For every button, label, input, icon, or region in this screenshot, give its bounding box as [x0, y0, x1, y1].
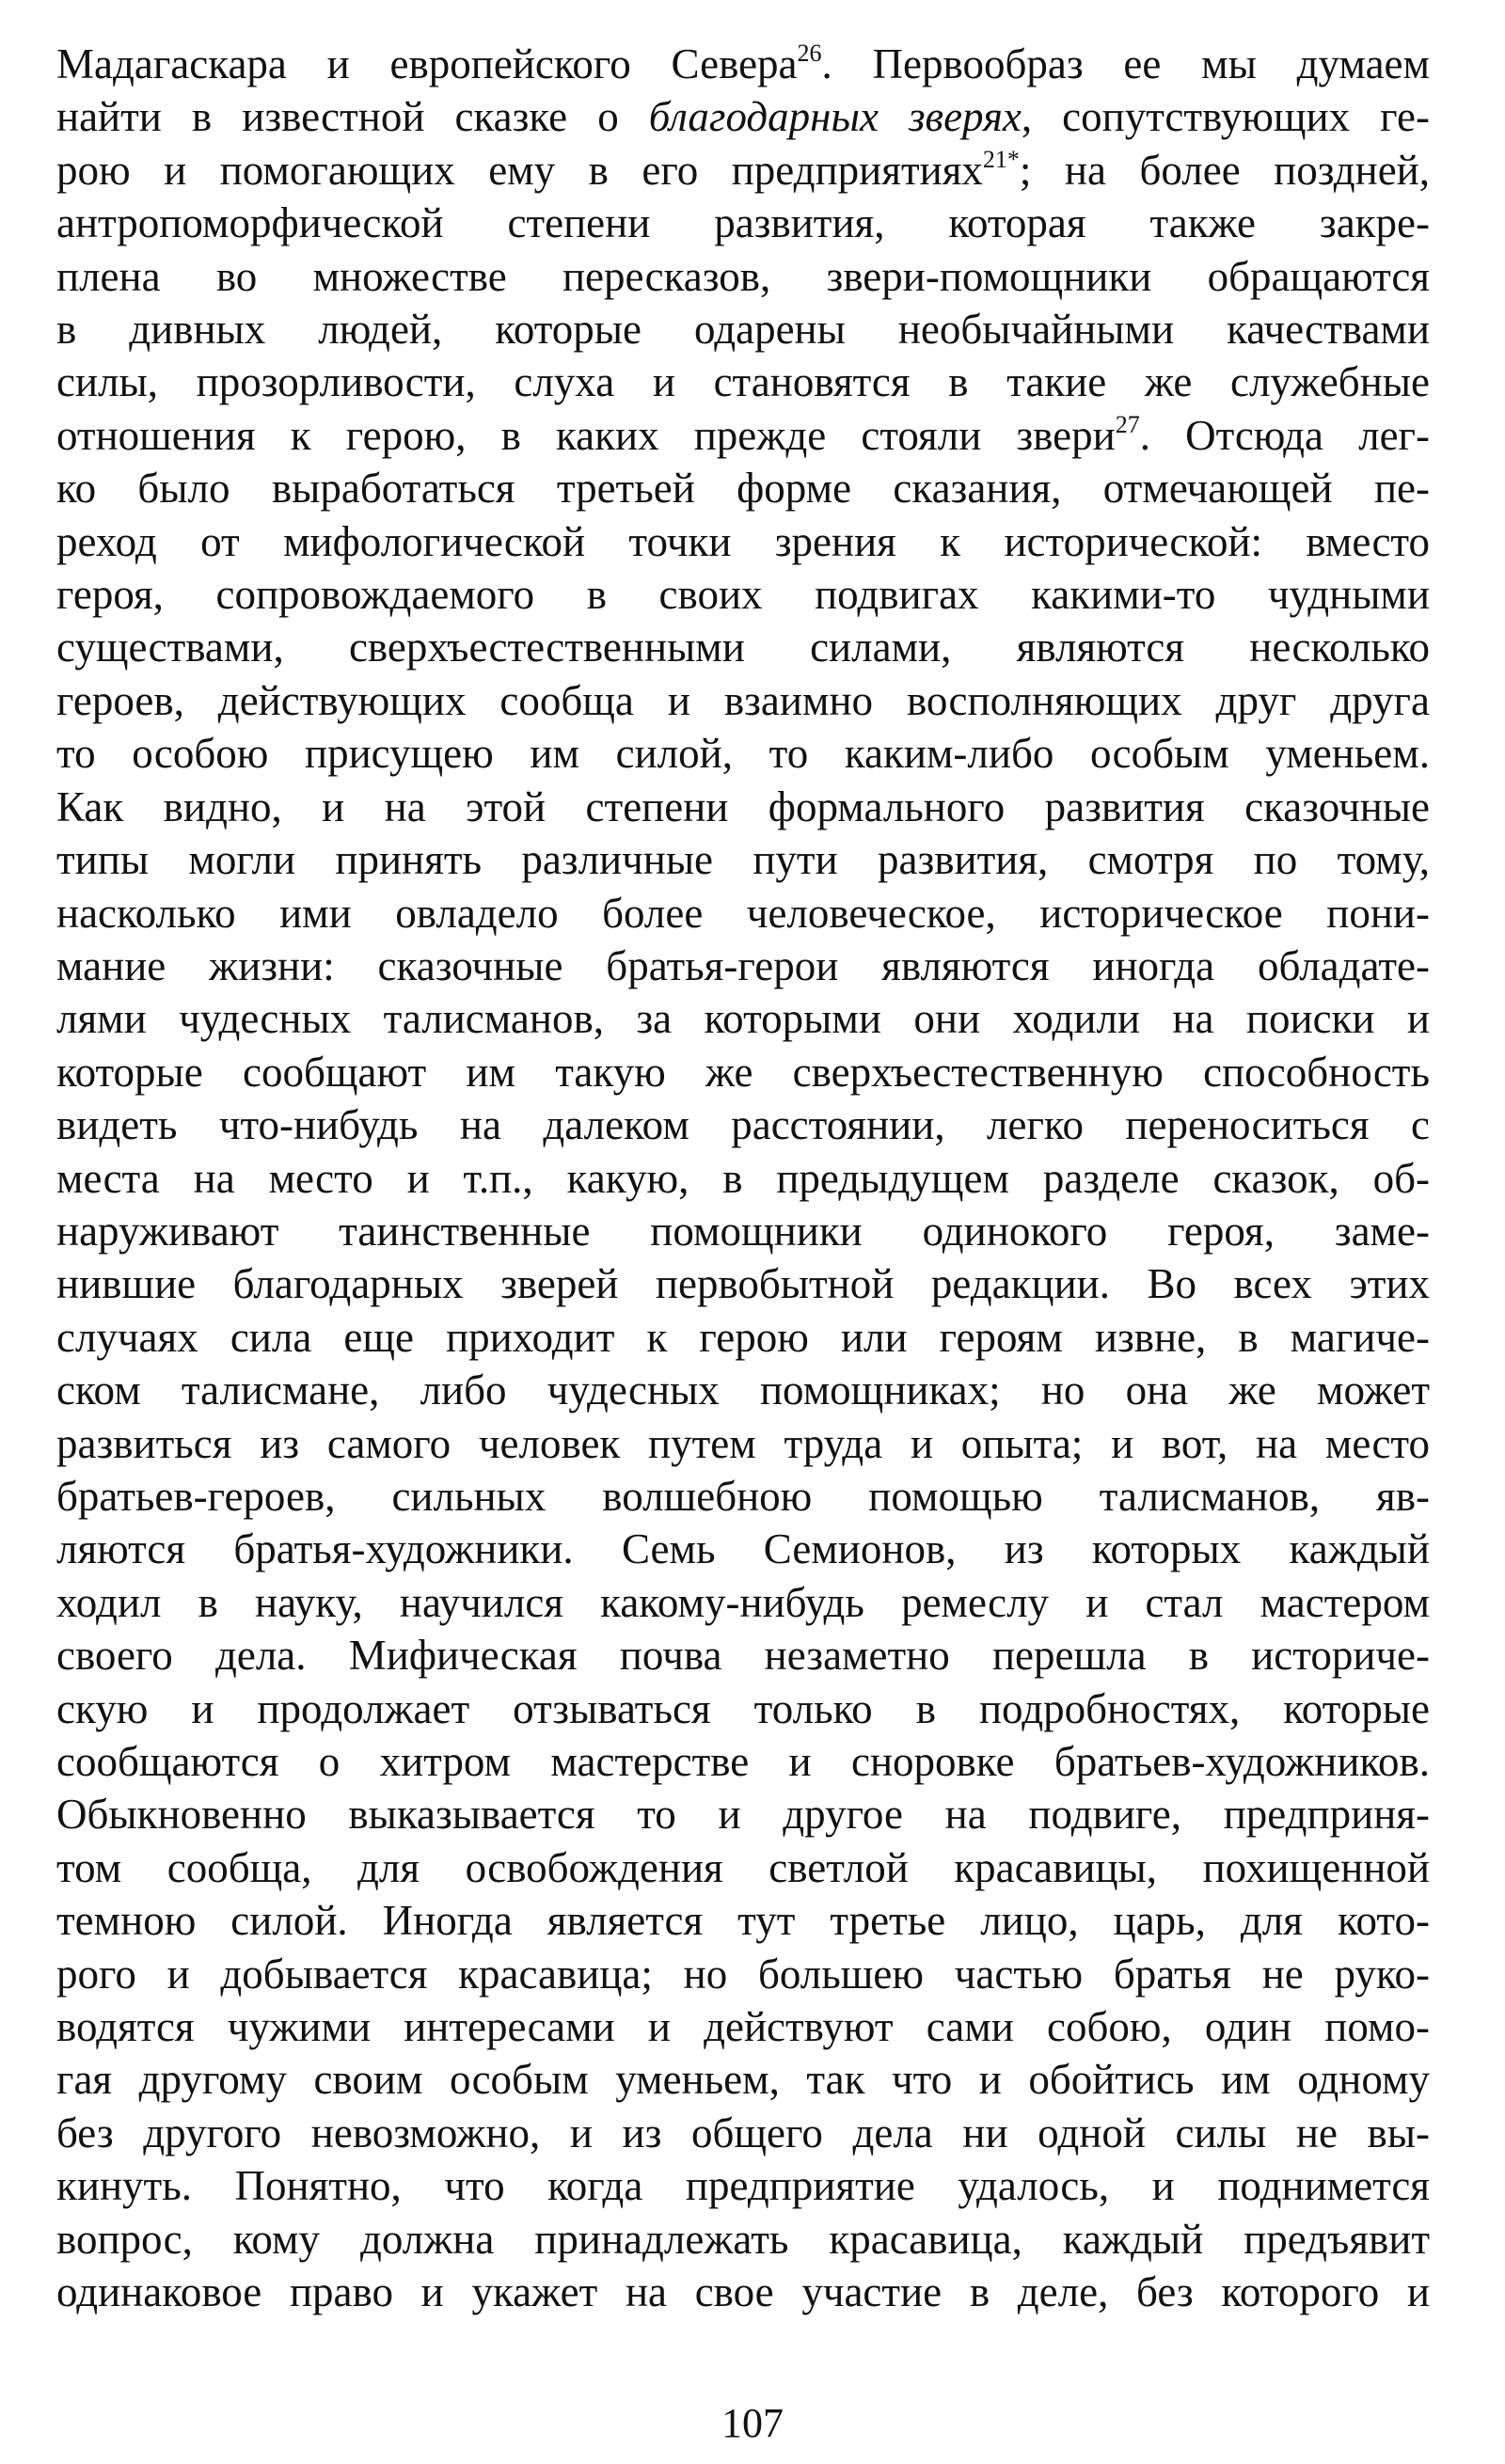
line-text: без другого невозможно, и из общего дела ни одной силы не вы- [56, 2109, 1430, 2156]
text-line [56, 1364, 1430, 1416]
text-line [56, 2053, 1430, 2106]
line-text: реход от мифологической точки зрения к исторической: вместо [56, 517, 1430, 565]
footnote-mark: 21* [982, 145, 1020, 173]
line-text: гая другому своим особым уменьем, так что и обойтись им одному [56, 2056, 1430, 2104]
line-text: своего дела. Мифическая почва незаметно перешла в историче- [56, 1632, 1430, 1680]
line-text: антропоморфической степени развития, которая также закре- [56, 199, 1430, 247]
text-line [56, 1788, 1430, 1840]
line-text: в дивных людей, которые одарены необычайными качествами [56, 306, 1430, 354]
line-text: ходил в науку, научился какому-нибудь ремеслу и стал мастером [56, 1578, 1430, 1626]
text-line [56, 992, 1430, 1045]
line-text: кинуть. Понятно, что когда предприятие удалось, и поднимется [56, 2162, 1430, 2210]
text-line [56, 568, 1430, 621]
line-text: , сопутствующих ге- [1021, 93, 1430, 141]
line-text: Как видно, и на этой степени формального развития сказочные [56, 782, 1430, 830]
line-text: ском талисмане, либо чудесных помощниках; но она же может [56, 1366, 1430, 1414]
text-line [56, 1576, 1430, 1629]
line-text: темною силой. Иногда является тут третье лицо, царь, для кото- [56, 1897, 1430, 1945]
text-line [56, 2213, 1430, 2266]
text-line [56, 2266, 1430, 2318]
text-line [56, 887, 1430, 940]
text-line [56, 674, 1430, 727]
line-text: рого и добывается красавица; но большею частью братья не руко- [56, 1950, 1430, 1998]
line-text: наруживают таинственные помощники одинокого героя, заме- [56, 1207, 1430, 1255]
text-line [56, 1894, 1430, 1947]
text-line [56, 1629, 1430, 1682]
line-text: рою и помогающих ему в его предприятиях [56, 146, 983, 194]
text-line [56, 1257, 1430, 1310]
text-line [56, 303, 1430, 355]
text-line [56, 727, 1430, 780]
line-text: ; на более поздней, [1019, 146, 1430, 194]
text-line [56, 2000, 1430, 2053]
line-text: . Первообраз ее мы думаем [821, 40, 1431, 87]
italic-phrase: благодарных зверях [648, 93, 1022, 141]
text-line [56, 940, 1430, 992]
text-line [56, 1948, 1430, 2000]
line-text: случаях сила еще приходит к герою или героям извне, в магиче- [56, 1313, 1430, 1361]
text-line [56, 1046, 1430, 1098]
text-line [56, 409, 1430, 462]
text-line [56, 1205, 1430, 1257]
line-text: развиться из самого человек путем труда и опыта; и вот, на место [56, 1419, 1430, 1467]
line-text: найти в известной сказке о [56, 93, 649, 141]
line-text: том сообща, для освобождения светлой красавицы, похищенной [56, 1843, 1430, 1891]
text-line [56, 144, 1430, 197]
line-text: лями чудесных талисманов, за которыми они ходили на поиски и [56, 995, 1430, 1043]
footnote-mark: 26 [797, 39, 822, 67]
text-line [56, 1098, 1430, 1151]
text-line [56, 1682, 1430, 1735]
text-line [56, 833, 1430, 886]
line-text: ко было выработаться третьей форме сказания, отмечающей пе- [56, 465, 1430, 513]
text-line [56, 90, 1430, 143]
line-text: Обыкновенно выказывается то и другое на подвиге, предприня- [56, 1791, 1430, 1839]
text-line [56, 355, 1430, 408]
text-line [56, 2159, 1430, 2212]
line-text: мание жизни: сказочные братья-герои являются иногда обладате- [56, 941, 1430, 989]
text-line [56, 1841, 1430, 1894]
text-line [56, 1311, 1430, 1364]
line-text: скую и продолжает отзываться только в подробностях, которые [56, 1684, 1430, 1732]
footnote-mark: 27 [1115, 410, 1140, 438]
line-text: . Отсюда лег- [1139, 411, 1431, 459]
text-line [56, 515, 1430, 568]
text-line [56, 1735, 1430, 1788]
line-text: места на место и т.п., какую, в предыдущем разделе сказок, об- [56, 1154, 1430, 1202]
line-text: братьев-героев, сильных волшебною помощью талисманов, яв- [56, 1472, 1430, 1520]
line-text: нившие благодарных зверей первобытной редакции. Во всех этих [56, 1260, 1430, 1308]
text-line [56, 250, 1430, 303]
line-text: отношения к герою, в каких прежде стояли звери [56, 411, 1116, 459]
line-text: героя, сопровождаемого в своих подвигах какими-то чудными [56, 571, 1430, 619]
line-text: плена во множестве пересказов, звери-помощники обращаются [56, 252, 1430, 300]
text-line [56, 781, 1430, 833]
text-line [56, 1152, 1430, 1205]
text-line [56, 1470, 1430, 1523]
line-text: которые сообщают им такую же сверхъестественную способность [56, 1048, 1430, 1096]
page-number: 107 [721, 2400, 784, 2446]
text-line [56, 2107, 1430, 2159]
line-text: Мадагаскара и европейского Севера [56, 40, 798, 87]
line-text: силы, прозорливости, слуха и становятся в такие же служебные [56, 358, 1430, 406]
line-text: типы могли принять различные пути развития, смотря по тому, [56, 836, 1430, 884]
line-text: водятся чужими интересами и действуют сами собою, один помо- [56, 2003, 1430, 2051]
line-text: героев, действующих сообща и взаимно восполняющих друг друга [56, 676, 1430, 724]
text-line [56, 1523, 1430, 1575]
text-line [56, 38, 1430, 90]
line-text: видеть что-нибудь на далеком расстоянии, легко переноситься с [56, 1101, 1430, 1149]
line-text: одинаковое право и укажет на свое участие в деле, без которого и [56, 2268, 1430, 2316]
text-line [56, 1417, 1430, 1470]
line-text: существами, сверхъестественными силами, являются несколько [56, 624, 1430, 671]
line-text: насколько ими овладело более человеческое, историческое пони- [56, 889, 1430, 937]
line-text: ляются братья-художники. Семь Семионов, из которых каждый [56, 1525, 1430, 1573]
line-text: то особою присущею им силой, то каким-либо особым уменьем. [56, 730, 1430, 778]
text-line [56, 462, 1430, 514]
line-text: сообщаются о хитром мастерстве и сноровке братьев-художников. [56, 1738, 1430, 1785]
text-line [56, 621, 1430, 673]
line-text: вопрос, кому должна принадлежать красавица, каждый предъявит [56, 2215, 1430, 2263]
body-text [56, 38, 1430, 2318]
text-line [56, 197, 1430, 249]
